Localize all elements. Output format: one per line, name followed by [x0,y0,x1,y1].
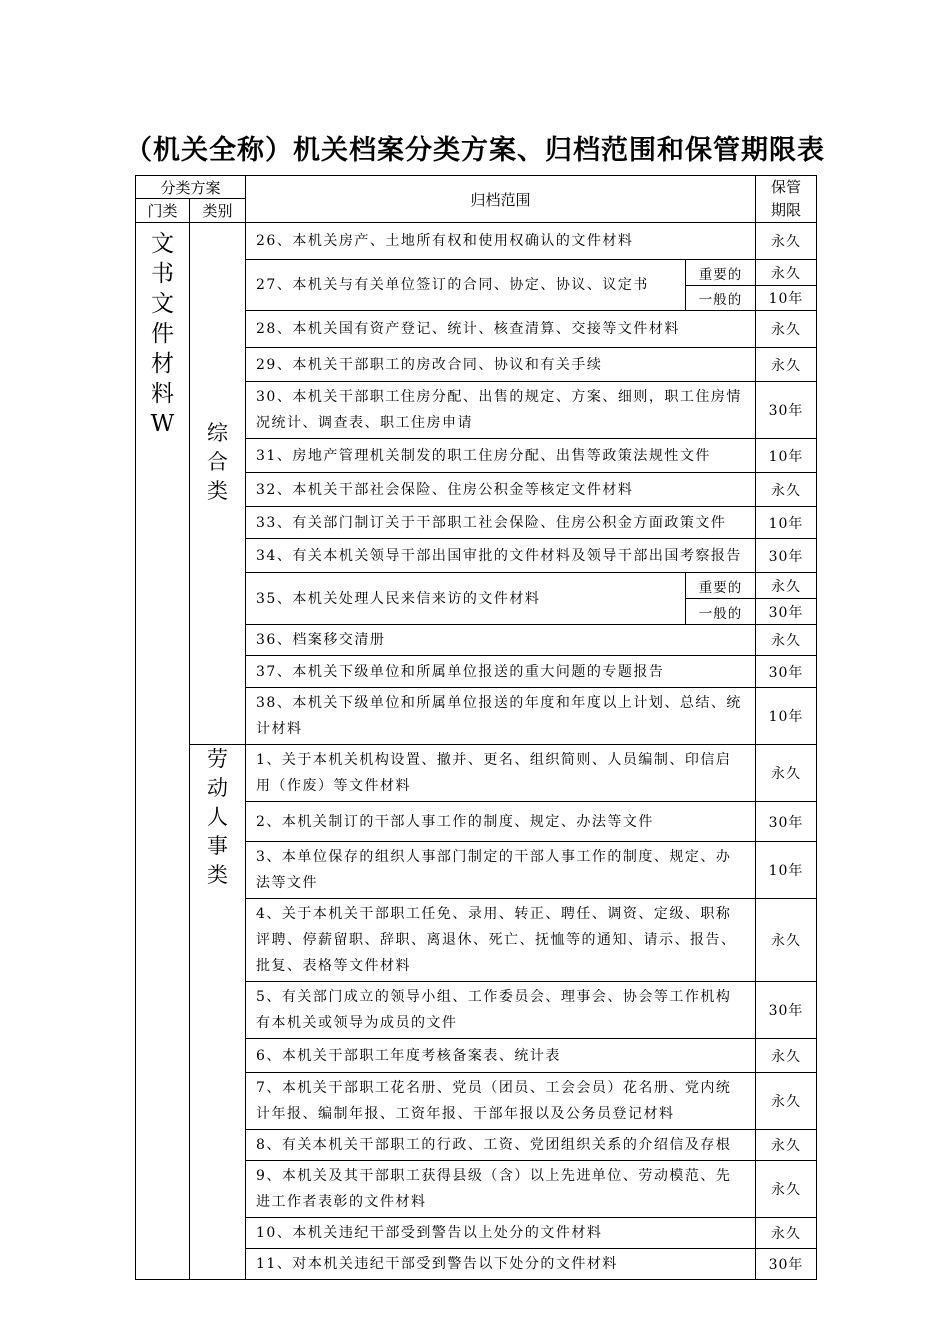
retention-period: 10年 [756,688,817,745]
retention-period: 永久 [756,348,817,382]
table-row [136,223,817,260]
scope-text: 37、本机关下级单位和所属单位报送的重大问题的专题报告 [246,656,756,688]
retention-period: 30年 [756,1249,817,1280]
scope-text: 26、本机关房产、土地所有权和使用权确认的文件材料 [246,223,756,260]
retention-period: 永久 [756,260,817,286]
scope-text: 1、关于本机关机构设置、撤并、更名、组织简则、人员编制、印信启用（作废）等文件材料 [246,745,756,802]
scope-text: 32、本机关干部社会保险、住房公积金等核定文件材料 [246,473,756,507]
retention-period: 30年 [756,599,817,625]
category-label-char: 类 [207,479,228,503]
retention-period: 10年 [756,286,817,311]
door-cell [136,223,190,1280]
scope-text: 11、对本机关违纪干部受到警告以下处分的文件材料 [246,1249,756,1280]
retention-period: 永久 [756,899,817,982]
category-cell [190,745,246,1280]
retention-period: 永久 [756,625,817,656]
category-cell [190,223,246,745]
retention-period: 10年 [756,507,817,539]
category-label [190,419,245,506]
category-label-char: 综 [207,421,228,445]
category-label-char: 劳 [207,747,228,771]
retention-period: 10年 [756,439,817,473]
scope-text: 3、本单位保存的组织人事部门制定的干部人事工作的制度、规定、办法等文件 [246,842,756,899]
category-label-char: 动 [207,776,228,800]
sub-label: 重要的 [686,260,756,286]
header-door: 门类 [136,199,190,223]
scope-text: 30、本机关干部职工住房分配、出售的规定、方案、细则，职工住房情况统计、调查表、职工住房申请 [246,382,756,439]
scope-text: 6、本机关干部职工年度考核备案表、统计表 [246,1039,756,1073]
scope-text: 34、有关本机关领导干部出国审批的文件材料及领导干部出国考察报告 [246,539,756,573]
retention-period: 永久 [756,473,817,507]
page-title: （机关全称）机关档案分类方案、归档范围和保管期限表 [125,135,825,166]
header-scheme: 分类方案 [136,176,246,199]
retention-period: 30年 [756,802,817,842]
scope-text: 2、本机关制订的干部人事工作的制度、规定、办法等文件 [246,802,756,842]
scope-text: 35、本机关处理人民来信来访的文件材料 [246,573,686,625]
retention-period: 永久 [756,1039,817,1073]
retention-period: 30年 [756,539,817,573]
header-scope: 归档范围 [246,176,756,223]
category-label-char: 类 [207,863,228,887]
retention-period: 10年 [756,842,817,899]
retention-period: 永久 [756,223,817,260]
sub-label: 一般的 [686,599,756,625]
category-label-char: 合 [207,450,228,474]
door-label-char: 件 [151,321,174,347]
door-label-char: W [150,411,175,437]
retention-period: 永久 [756,1218,817,1249]
scope-text: 33、有关部门制订关于干部职工社会保险、住房公积金方面政策文件 [246,507,756,539]
door-label-char: 材 [151,351,174,377]
retention-period: 永久 [756,1161,817,1218]
sub-label: 重要的 [686,573,756,599]
scope-text: 7、本机关干部职工花名册、党员（团员、工会会员）花名册、党内统计年报、编制年报、工资年报、干部年报以及公务员登记材料 [246,1073,756,1130]
category-label [190,745,245,890]
header-period: 保管 期限 [756,176,817,223]
door-label [136,229,189,439]
retention-period: 永久 [756,745,817,802]
scope-text: 31、房地产管理机关制发的职工住房分配、出售等政策法规性文件 [246,439,756,473]
table-row [136,745,817,802]
retention-period: 永久 [756,311,817,348]
scope-text: 5、有关部门成立的领导小组、工作委员会、理事会、协会等工作机构有本机关或领导为成员的文件 [246,982,756,1039]
archive-table [135,175,817,1280]
retention-period: 30年 [756,656,817,688]
door-label-char: 文 [151,291,174,317]
door-label-char: 书 [151,261,174,287]
scope-text: 4、关于本机关干部职工任免、录用、转正、聘任、调资、定级、职称评聘、停薪留职、辞职、离退休、死亡、抚恤等的通知、请示、报告、批复、表格等文件材料 [246,899,756,982]
door-label-char: 文 [151,231,174,257]
scope-text: 28、本机关国有资产登记、统计、核查清算、交接等文件材料 [246,311,756,348]
header-category: 类别 [190,199,246,223]
sub-label: 一般的 [686,286,756,311]
retention-period: 永久 [756,1130,817,1161]
scope-text: 38、本机关下级单位和所属单位报送的年度和年度以上计划、总结、统计材料 [246,688,756,745]
door-label-char: 料 [151,381,174,407]
retention-period: 30年 [756,382,817,439]
retention-period: 30年 [756,982,817,1039]
scope-text: 9、本机关及其干部职工获得县级（含）以上先进单位、劳动模范、先进工作者表彰的文件材料 [246,1161,756,1218]
scope-text: 29、本机关干部职工的房改合同、协议和有关手续 [246,348,756,382]
category-label-char: 事 [207,834,228,858]
scope-text: 36、档案移交清册 [246,625,756,656]
scope-text: 27、本机关与有关单位签订的合同、协定、协议、议定书 [246,260,686,311]
retention-period: 永久 [756,1073,817,1130]
scope-text: 10、本机关违纪干部受到警告以上处分的文件材料 [246,1218,756,1249]
retention-period: 永久 [756,573,817,599]
category-label-char: 人 [207,805,228,829]
scope-text: 8、有关本机关干部职工的行政、工资、党团组织关系的介绍信及存根 [246,1130,756,1161]
